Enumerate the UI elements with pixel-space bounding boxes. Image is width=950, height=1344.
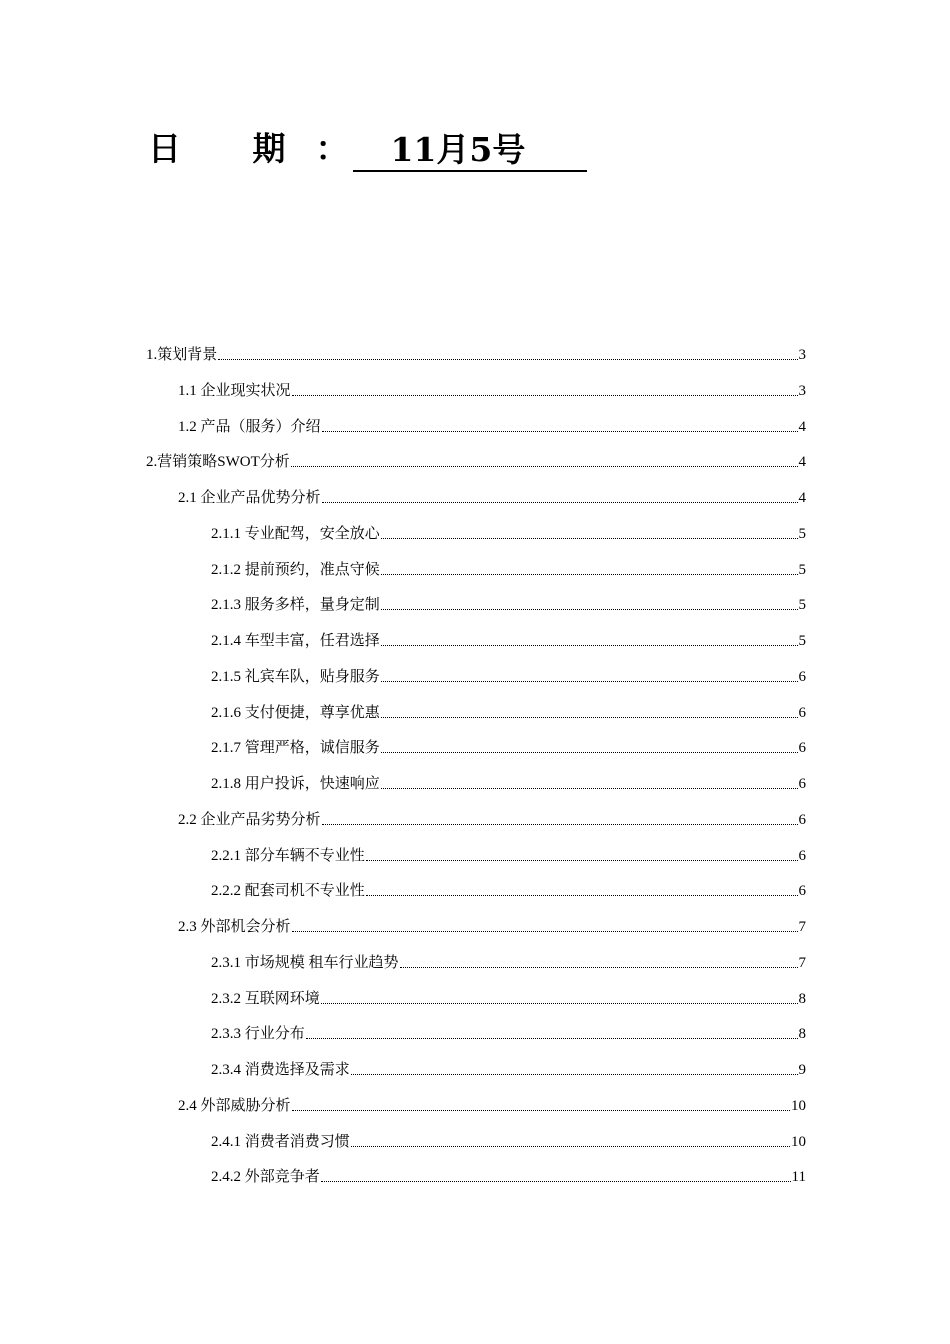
toc-entry-title: 2.2.1 部分车辆不专业性 bbox=[211, 847, 365, 864]
toc-entry-title: 2.营销策略SWOT分析 bbox=[146, 454, 290, 471]
toc-dot-leader bbox=[292, 395, 798, 396]
toc-entry-page-number: 5 bbox=[798, 633, 806, 649]
toc-dot-leader bbox=[381, 681, 798, 682]
toc-entry-title: 1.1 企业现实状况 bbox=[178, 382, 291, 399]
date-heading bbox=[148, 126, 587, 172]
toc-entry-page-number: 11 bbox=[791, 1169, 806, 1186]
toc-dot-leader bbox=[381, 574, 798, 575]
toc-entry[interactable] bbox=[211, 663, 806, 687]
toc-entry-page-number: 3 bbox=[798, 382, 806, 399]
toc-entry[interactable] bbox=[211, 734, 806, 758]
toc-entry-page-number: 6 bbox=[798, 740, 806, 757]
toc-entry-page-number: 6 bbox=[798, 776, 806, 792]
toc-entry[interactable] bbox=[211, 770, 806, 794]
toc-entry-page-number: 4 bbox=[798, 454, 806, 471]
toc-dot-leader bbox=[321, 1003, 798, 1004]
toc-dot-leader bbox=[366, 860, 798, 861]
toc-entry-title: 2.1.1 专业配驾，安全放心 bbox=[211, 525, 380, 542]
toc-entry-page-number: 9 bbox=[798, 1062, 806, 1078]
toc-entry-page-number: 7 bbox=[798, 919, 806, 935]
toc-entry-title: 2.1 企业产品优势分析 bbox=[178, 490, 321, 506]
toc-entry-page-number: 6 bbox=[798, 668, 806, 685]
toc-entry-title: 2.3.2 互联网环境 bbox=[211, 990, 320, 1007]
toc-entry[interactable] bbox=[211, 1056, 806, 1080]
toc-entry-title: 2.3.3 行业分布 bbox=[211, 1026, 305, 1043]
toc-dot-leader bbox=[381, 609, 798, 610]
toc-entry[interactable] bbox=[178, 413, 806, 437]
toc-entry-title: 2.2 企业产品劣势分析 bbox=[178, 811, 321, 828]
toc-entry-title: 2.1.5 礼宾车队，贴身服务 bbox=[211, 668, 380, 685]
toc-entry-page-number: 6 bbox=[798, 883, 806, 900]
toc-entry[interactable] bbox=[211, 627, 806, 651]
date-value: 11月5号 bbox=[353, 130, 587, 172]
toc-entry-title: 2.3.4 消费选择及需求 bbox=[211, 1062, 350, 1078]
date-label: 日 期： bbox=[148, 129, 349, 168]
toc-entry-page-number: 10 bbox=[791, 1097, 806, 1114]
toc-dot-leader bbox=[381, 752, 798, 753]
toc-entry[interactable] bbox=[211, 520, 806, 544]
toc-entry-title: 2.1.6 支付便捷，尊享优惠 bbox=[211, 704, 380, 721]
toc-dot-leader bbox=[381, 788, 798, 789]
toc-entry-page-number: 3 bbox=[798, 347, 806, 363]
toc-entry[interactable] bbox=[211, 877, 806, 901]
toc-entry-title: 2.2.2 配套司机不专业性 bbox=[211, 883, 365, 900]
toc-entry-title: 2.4 外部威胁分析 bbox=[178, 1097, 291, 1114]
toc-dot-leader bbox=[306, 1038, 798, 1039]
toc-entry-page-number: 8 bbox=[798, 990, 806, 1007]
toc-entry-title: 1.2 产品（服务）介绍 bbox=[178, 418, 321, 435]
toc-entry[interactable] bbox=[211, 699, 806, 723]
toc-entry[interactable] bbox=[178, 1092, 806, 1116]
toc-entry-page-number: 5 bbox=[798, 561, 806, 578]
toc-entry-title: 2.1.4 车型丰富，任君选择 bbox=[211, 633, 380, 649]
toc-dot-leader bbox=[351, 1146, 790, 1147]
toc-entry-page-number: 7 bbox=[798, 954, 806, 971]
toc-entry[interactable] bbox=[211, 591, 806, 615]
toc-entry[interactable] bbox=[178, 484, 806, 508]
toc-entry-page-number: 5 bbox=[798, 525, 806, 542]
toc-dot-leader bbox=[322, 502, 798, 503]
toc-entry[interactable] bbox=[178, 806, 806, 830]
toc-dot-leader bbox=[218, 359, 797, 360]
toc-entry-page-number: 5 bbox=[798, 597, 806, 614]
toc-entry-page-number: 4 bbox=[798, 418, 806, 435]
toc-entry-title: 2.4.2 外部竞争者 bbox=[211, 1169, 320, 1186]
toc-dot-leader bbox=[400, 967, 798, 968]
toc-entry-title: 2.4.1 消费者消费习惯 bbox=[211, 1133, 350, 1150]
toc-entry-page-number: 8 bbox=[798, 1026, 806, 1043]
toc-entry-page-number: 4 bbox=[798, 490, 806, 506]
toc-entry-page-number: 10 bbox=[791, 1133, 806, 1150]
toc-entry-page-number: 6 bbox=[798, 704, 806, 721]
toc-entry[interactable] bbox=[178, 377, 806, 401]
toc-entry[interactable] bbox=[211, 556, 806, 580]
toc-entry[interactable] bbox=[146, 341, 806, 365]
toc-entry[interactable] bbox=[178, 913, 806, 937]
toc-dot-leader bbox=[381, 645, 798, 646]
toc-dot-leader bbox=[292, 931, 798, 932]
toc-dot-leader bbox=[322, 431, 798, 432]
toc-entry[interactable] bbox=[211, 949, 806, 973]
toc-entry-title: 2.1.2 提前预约，准点守候 bbox=[211, 561, 380, 578]
toc-dot-leader bbox=[381, 717, 798, 718]
toc-entry[interactable] bbox=[211, 842, 806, 866]
toc-entry-title: 2.1.8 用户投诉，快速响应 bbox=[211, 776, 380, 792]
toc-entry-title: 2.1.7 管理严格，诚信服务 bbox=[211, 740, 380, 757]
toc-entry-title: 2.1.3 服务多样，量身定制 bbox=[211, 597, 380, 614]
toc-entry[interactable] bbox=[211, 1020, 806, 1044]
toc-dot-leader bbox=[292, 1110, 790, 1111]
toc-entry[interactable] bbox=[211, 985, 806, 1009]
toc-entry[interactable] bbox=[211, 1128, 806, 1152]
toc-entry-page-number: 6 bbox=[798, 847, 806, 864]
toc-dot-leader bbox=[291, 466, 798, 467]
toc-entry-title: 1.策划背景 bbox=[146, 347, 218, 363]
toc-dot-leader bbox=[351, 1074, 798, 1075]
toc-entry[interactable] bbox=[211, 1163, 806, 1187]
toc-dot-leader bbox=[366, 895, 798, 896]
toc-entry-title: 2.3 外部机会分析 bbox=[178, 919, 291, 935]
toc-dot-leader bbox=[321, 1181, 791, 1182]
toc-entry-title: 2.3.1 市场规模 租车行业趋势 bbox=[211, 954, 399, 971]
toc-entry[interactable] bbox=[146, 448, 806, 472]
toc-entry-page-number: 6 bbox=[798, 811, 806, 828]
toc-dot-leader bbox=[381, 538, 798, 539]
toc-dot-leader bbox=[322, 824, 798, 825]
